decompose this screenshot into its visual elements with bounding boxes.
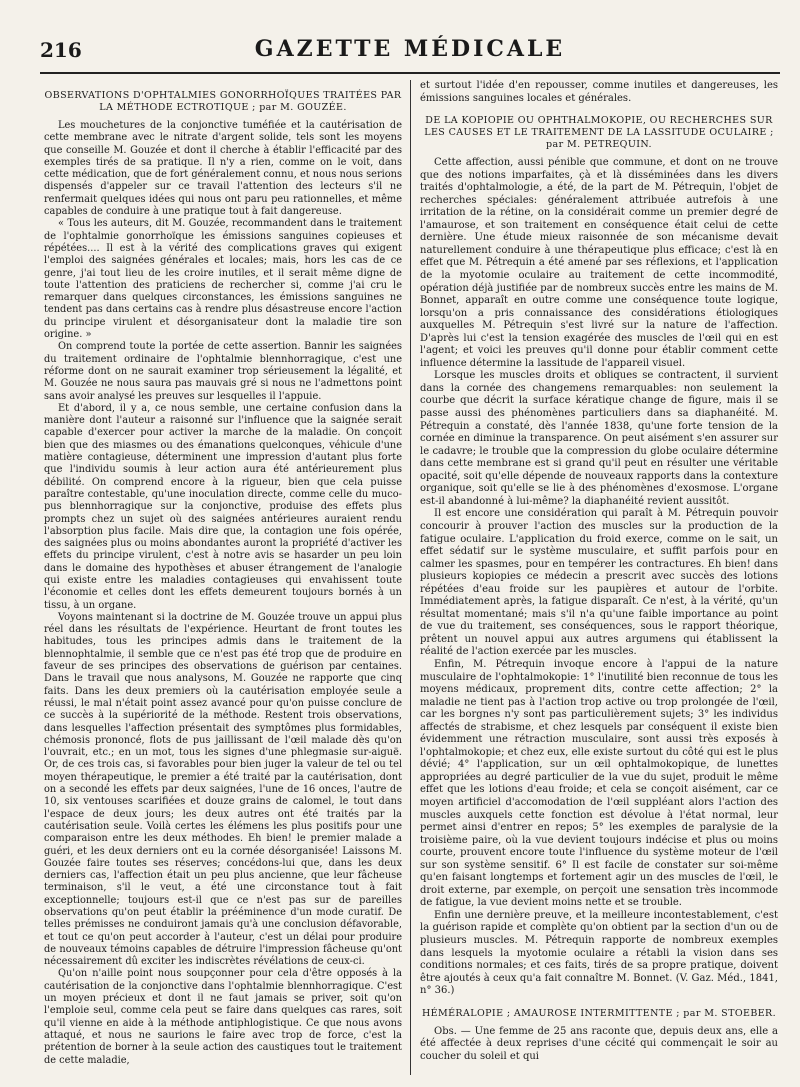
paragraph: Cette affection, aussi pénible que commune, et dont on ne trouve que des notions imparfaites, çà et là disséminées dans les divers traités d'ophtalmologie, a été, de la part de M. Pétrequin, l'objet de recherches spéciales: généralement attribuée autrefois à une irritation de la rétine, on la considérait comme un premier degré de l'amaurose, et son traitement en conséquence était celui de cette dernière. Une étude mieux raisonnée de son mécanisme devait naturellement conduire à une thérapeutique plus efficace; c'est là en effet que M. Pétrequin a été amené par ses réflexions, et l'application de la myotomie oculaire au traitement de cette incommodité, opération déjà justifiée par de nombreux succès entre les mains de M. Bonnet, apparaît en outre comme une conséquence toute logique, lorsqu'on a pris connaissance des considérations étiologiques auxquelles M. Pétrequin s'est livré sur la nature de l'affection. D'après lui c'est la tension exagérée des muscles de l'œil qui en est l'agent; et voici les preuves qu'il donne pour établir comment cette influence détermine la lassitude de l'appareil visuel. xyxy=(420,157,778,369)
paragraph: Obs. — Une femme de 25 ans raconte que, depuis deux ans, elle a été affectée à deux reprises d'une cécité qui commençait le soir au coucher du soleil et qui xyxy=(420,1025,778,1062)
paragraph: Lorsque les muscles droits et obliques se contractent, il survient dans la cornée des changemens remarquables: non seulement la courbe que décrit la surface kératique change de figure, mais il se passe aussi des phénomènes particuliers dans sa diaphanéité. M. Pétrequin a constaté, dès l'année 1838, qu'une forte tension de la cornée en diminue la transparence. On peut aisément s'en assurer sur le cadavre; le trouble que la compression du globe oculaire détermine dans cette membrane est si grand qu'il peut en résulter une véritable opacité, soit qu'elle dépende de nouveaux rapports dans la contexture organique, soit qu'elle se lie à des phénomènes d'exosmose. L'organe est-il abandonné à lui-même? la diaphanéité revient aussitôt. xyxy=(420,370,778,507)
paragraph: Enfin une dernière preuve, et la meilleure incontestablement, c'est la guérison rapide et complète qu'on obtient par la section d'un ou de plusieurs muscles. M. Pétrequin rapporte de nombreux exemples dans lesquels la myotomie oculaire a rétabli la vision dans ses conditions normales; et ces faits, tirés de sa propre pratique, doivent être ajoutés à ceux qu'a fait connaître M. Bonnet. (V. Gaz. Méd., 1841, n° 36.) xyxy=(420,909,778,997)
paragraph: Voyons maintenant si la doctrine de M. Gouzée trouve un appui plus réel dans les résultats de l'expérience. Heurtant de front toutes les habitudes, tous les principes admis dans le traitement de la blennophtalmie, il semble que ce n'est pas été trop que de produire en faveur de ses principes des observations de guérison par centaines. Dans le travail que nous analysons, M. Gouzée ne rapporte que cinq faits. Dans les deux premiers où la cautérisation employée seule a réussi, le mal n'était point assez avancé pour qu'on puisse conclure de ce succès à la supériorité de la méthode. Restent trois observations, dans lesquelles l'affection présentait des symptômes plus formidables, chémosis prononcé, flots de pus jaillissant de l'œil malade dès qu'on l'ouvrait, etc.; en un mot, tous les signes d'une phlegmasie sur-aiguë. Or, de ces trois cas, si favorables pour bien juger la valeur de tel ou tel moyen thérapeutique, le premier a été traité par la cautérisation, dont on a secondé les effets par deux saignées, l'une de 16 onces, l'autre de 10, six ventouses scarifiées et douze grains de calomel, le tout dans l'espace de deux jours; les deux autres ont été traités par la cautérisation seule. Voilà certes les élémens les plus positifs pour une comparaison entre les deux méthodes. Eh bien! le premier malade a guéri, et les deux derniers ont eu la cornée désorganisée! Laissons M. Gouzée faire toutes ses réserves; concédons-lui que, dans les deux derniers cas, l'affection était un peu plus ancienne, que leur fâcheuse terminaison, s'il le veut, a été une circonstance tout à fait exceptionnelle; toujours est-il que ce n'est pas sur de pareilles observations qu'on peut établir la prééminence d'un mode curatif. De telles prémisses ne conduiront jamais qu'à une conclusion défavorable, et tout ce qu'on peut accorder à l'auteur, c'est un délai pour produire de nouveaux témoins capables de détruire l'impression fâcheuse qu'ont nécessairement dû exciter les indiscrètes révélations de ceux-ci. xyxy=(44,611,402,968)
article-title-petrequin: DE LA KOPIOPIE OU OPHTHALMOKOPIE, OU RECHERCHES SUR LES CAUSES ET LE TRAITEMENT DE LA LASSITUDE OCULAIRE ; par M. PETREQUIN. xyxy=(424,115,774,151)
paragraph: Et d'abord, il y a, ce nous semble, une certaine confusion dans la manière dont l'auteur a raisonné sur l'influence que la saignée serait capable d'exercer pour activer la marche de la maladie. On conçoit bien que des miasmes ou des émanations quelconques, véhicule d'une matière contagieuse, déterminent une impression d'autant plus forte que l'individu soumis à leur action aura été antérieurement plus débilité. On comprend encore à la rigueur, bien que cela puisse paraître contestable, qu'une inoculation directe, comme celle du muco-pus blennhorragique sur la conjonctive, produise des effets plus prompts chez un sujet où des saignées antérieures auraient rendu l'absorption plus facile. Mais dire que, la contagion une fois opérée, des saignées plus ou moins abondantes auront la propriété d'activer les effets du principe virulent, c'est à notre avis se hasarder un peu loin dans le domaine des hypothèses et abuser étrangement de l'analogie qui existe entre les maladies contagieuses qui envahissent toute l'économie et celles dont les effets demeurent toujours bornés à un tissu, à un organe. xyxy=(44,402,402,611)
journal-title: GAZETTE MÉDICALE xyxy=(254,36,566,62)
right-column xyxy=(420,80,778,1063)
left-column xyxy=(44,80,402,1067)
paragraph: Les mouchetures de la conjonctive tuméfiée et la cautérisation de cette membrane avec le nitrate d'argent solide, tels sont les moyens que conseille M. Gouzée et dont il cherche à établir l'efficacité par des exemples tirés de sa pratique. Il n'y a rien, comme on le voit, dans cette médication, que de fort généralement connu, et nous nous serions dispensés d'appeler sur ce travail l'attention des lecteurs s'il ne renfermait quelques idées qui nous ont paru peu rationnelles, et même capables de conduire à une pratique tout à fait dangereuse. xyxy=(44,120,402,218)
paragraph: « Tous les auteurs, dit M. Gouzée, recommandent dans le traitement de l'ophtalmie gonorrhoïque les émissions sanguines copieuses et répétées.... Il est à la vérité des complications graves qui exigent l'emploi des saignées générales et locales; mais, hors les cas de ce genre, j'ai tout lieu de les croire inutiles, et il serait même digne de toute l'attention des praticiens de rechercher si, comme j'ai cru le remarquer dans quelques circonstances, les émissions sanguines ne tendent pas dans certains cas à rendre plus désastreuse encore l'action du principe virulent et désorganisateur dont la maladie tire son origine. » xyxy=(44,218,402,341)
page-number: 216 xyxy=(40,38,82,62)
header-rule xyxy=(40,72,780,74)
paragraph: Qu'on n'aille point nous soupçonner pour cela d'être opposés à la cautérisation de la conjonctive dans l'ophtalmie blennhorragique. C'est un moyen précieux et dont il ne faut jamais se priver, soit qu'on l'emploie seul, comme cela peut se faire dans quelques cas rares, soit qu'il vienne en aide à la méthode antiphlogistique. Ce que nous avons attaqué, et nous ne saurions le faire avec trop de force, c'est la prétention de borner à la seule action des caustiques tout le traitement de cette maladie, xyxy=(44,968,402,1066)
article-title-stoeber: HÉMÉRALOPIE ; AMAUROSE INTERMITTENTE ; par M. STOEBER. xyxy=(421,1007,777,1019)
page-header xyxy=(40,32,780,68)
paragraph: On comprend toute la portée de cette assertion. Bannir les saignées du traitement ordinaire de l'ophtalmie blennhorragique, c'est une réforme dont on ne saurait examiner trop sérieusement la légalité, et M. Gouzée ne nous saura pas mauvais gré si nous ne l'admettons point sans avoir analysé les preuves sur lesquelles il l'appuie. xyxy=(44,341,402,402)
paragraph-continuation: et surtout l'idée d'en repousser, comme inutiles et dangereuses, les émissions sanguines locales et générales. xyxy=(420,80,778,104)
article-title-gouzee: OBSERVATIONS D'OPHTALMIES GONORRHOÏQUES TRAITÉES PAR LA MÉTHODE ECTROTIQUE ; par M. GOUZÉE. xyxy=(44,90,402,113)
paragraph: Enfin, M. Pétrequin invoque encore à l'appui de la nature musculaire de l'ophtalmokopie: 1° l'inutilité bien reconnue de tous les moyens médicaux, proprement dits, contre cette affection; 2° la maladie ne tient pas à l'action trop active ou trop prolongée de l'œil, car les borgnes n'y sont pas particulièrement sujets; 3° les individus affectés de strabisme, et chez lesquels par conséquent il existe bien évidemment une rétraction musculaire, sont aussi très exposés à l'ophtalmokopie; et chez eux, elle existe surtout du côté qui est le plus dévié; 4° l'application, sur un œil ophtalmokopique, de lunettes appropriées au degré particulier de la vue du sujet, produit le même effet que les lotions d'eau froide; et cela se conçoit aisément, car ce moyen artificiel d'accomodation de l'œil suppléant alors l'action des muscles auxquels cette fonction est dévolue à l'état normal, leur permet ainsi d'entrer en repos; 5° les exemples de paralysie de la troisième paire, où la vue devient toujours indécise et plus ou moins courte, prouvent encore toute l'influence du système moteur de l'œil sur son système sensitif. 6° Il est facile de constater sur soi-même qu'en faisant longtemps et fortement agir un des muscles de l'œil, le droit externe, par exemple, on perçoit une sensation très incommode de fatigue, la vue devient moins nette et se trouble. xyxy=(420,658,778,909)
paragraph: Il est encore une considération qui paraît à M. Pétrequin pouvoir concourir à prouver l'action des muscles sur la production de la fatigue oculaire. L'application du froid exerce, comme on le sait, un effet sédatif sur le système musculaire, et suffit parfois pour en calmer les spasmes, pour en tempérer les contractures. Eh bien! dans plusieurs kopiopies ce médecin a prescrit avec succès des lotions répétées d'eau froide sur les paupières et autour de l'orbite. Immédiatement après, la fatigue disparaît. Ce n'est, à la vérité, qu'un résultat momentané; mais s'il n'a qu'une faible importance au point de vue du traitement, ses conséquences, sous le rapport théorique, prêtent un nouvel appui aux autres argumens qui établissent la réalité de l'action exercée par les muscles. xyxy=(420,508,778,658)
column-divider xyxy=(410,80,411,1075)
